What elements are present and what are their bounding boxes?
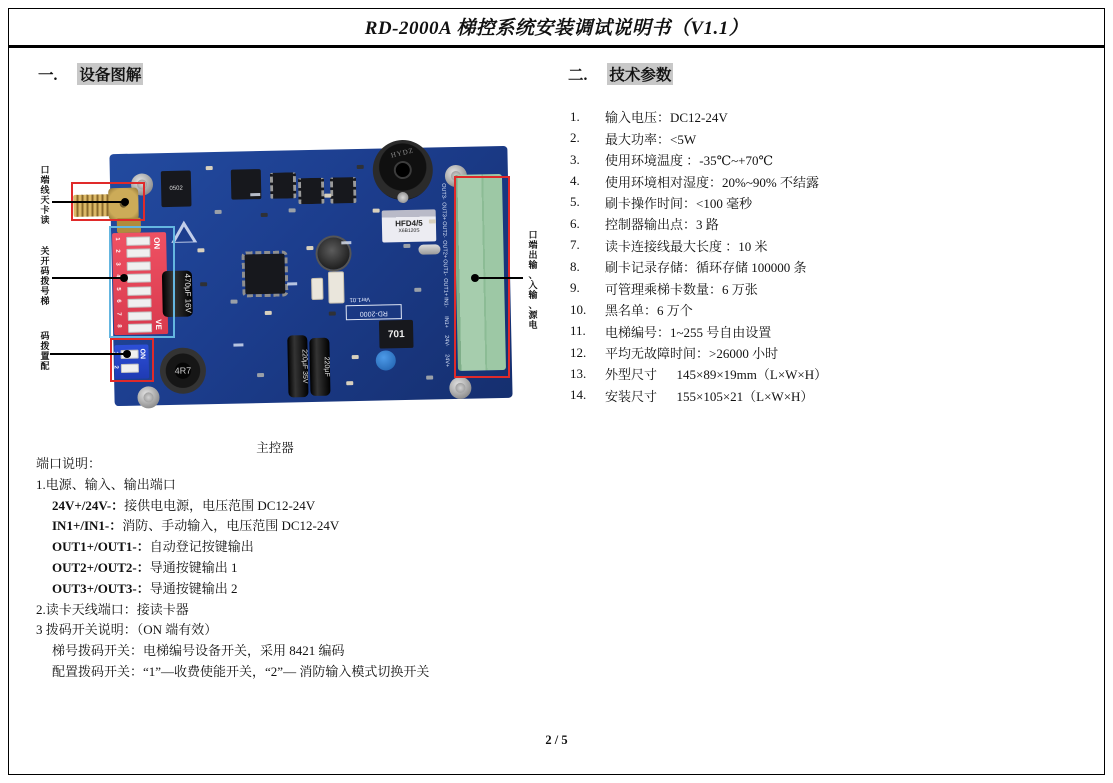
note-text: 2.读卡天线端口：接读卡器 — [36, 601, 189, 617]
smd-component — [403, 244, 410, 248]
tech-params-list — [570, 106, 1100, 406]
note-text: 消防、手动输入，电压范围 DC12-24V — [122, 518, 340, 534]
note-text: 导通按键输出 2 — [149, 580, 238, 596]
smd-component — [261, 213, 268, 217]
terminal-silkscreen: OUT3+ — [440, 202, 447, 221]
dip-on-label: ON — [152, 237, 162, 250]
note-line — [36, 475, 556, 496]
callout-dot — [120, 274, 128, 282]
smd-component — [215, 210, 222, 214]
port-name: OUT3+/OUT3-： — [52, 580, 150, 596]
item-number: 8. — [570, 258, 580, 274]
terminal-silkscreen: 24V+ — [443, 354, 450, 368]
terminal-silkscreen: 24V- — [443, 335, 450, 347]
note-line — [36, 516, 556, 537]
board-caption: 主控器 — [256, 441, 294, 455]
smd-component — [324, 194, 331, 198]
port-name: OUT1+/OUT1-： — [52, 539, 150, 555]
port-name: OUT2+/OUT2-： — [52, 559, 150, 575]
silkscreen-version: Ver1.01 — [349, 295, 371, 303]
tech-param-item — [570, 385, 1100, 406]
capacitor-220uf — [309, 338, 330, 396]
note-line — [36, 641, 556, 662]
callout-dot — [121, 198, 129, 206]
item-text: 平均无故障时间：>26000 小时 — [605, 346, 779, 362]
smd-component — [200, 282, 207, 286]
item-text: 刷卡操作时间：<100 毫秒 — [605, 195, 753, 211]
item-number: 13. — [570, 365, 587, 381]
tech-param-item — [570, 235, 1100, 256]
section-heading-specs — [568, 63, 673, 85]
item-number: 12. — [570, 344, 587, 360]
item-number: 10. — [570, 301, 587, 317]
component-label: 701 — [387, 328, 405, 340]
toroid-inductor — [159, 347, 206, 394]
label-dip8-switch: 梯 号 拨 码 开 关 — [40, 246, 50, 306]
tech-param-item — [570, 363, 1100, 384]
relay-model: HFD4/5 — [395, 218, 423, 229]
dip-number: 7 — [115, 312, 122, 316]
note-text: 梯号拨码开关：电梯编号设备开关，采用 8421 编码 — [52, 643, 345, 659]
inductor-label: 4R7 — [174, 365, 192, 376]
item-text: 安装尺寸 155×105×21（L×W×H） — [605, 388, 814, 404]
item-number: 11. — [570, 323, 586, 339]
silkscreen-mark — [250, 193, 260, 196]
screw — [449, 377, 471, 399]
smd-component — [426, 375, 433, 379]
terminal-silkscreen: OUT1+ — [442, 278, 449, 297]
item-number: 9. — [570, 280, 580, 296]
note-line — [36, 579, 556, 600]
terminal-silkscreen: OUT2- — [440, 221, 448, 238]
capacitor-label: 470μF — [182, 273, 193, 297]
silkscreen-model: RD-2000 — [346, 304, 402, 320]
capacitor-220uf — [287, 335, 308, 397]
callout-line — [52, 277, 124, 279]
dip-number: 6 — [115, 299, 122, 303]
callout-line — [479, 277, 523, 279]
tech-param-item — [570, 213, 1100, 234]
item-text: 电梯编号：1~255 号自由设置 — [605, 324, 772, 340]
dip-number: 8 — [115, 324, 122, 328]
silkscreen-mark — [287, 282, 297, 285]
relay — [382, 209, 437, 242]
tech-param-item — [570, 106, 1100, 127]
dip-on-label: ON — [138, 348, 146, 360]
callout-dot — [123, 350, 131, 358]
terminal-silkscreen: OUT2+ — [441, 240, 448, 259]
tech-param-item — [570, 342, 1100, 363]
jst-connector — [311, 278, 323, 300]
tech-param-item — [570, 127, 1100, 148]
note-text: 端口说明： — [36, 456, 102, 471]
component-label: 0502 — [169, 185, 183, 192]
smd-component — [206, 166, 213, 170]
note-text: 1.电源、输入、输出端口 — [36, 476, 176, 492]
soic-chip — [298, 178, 325, 205]
smd-component — [306, 246, 313, 250]
tech-param-item — [570, 170, 1100, 191]
silkscreen-mark — [341, 241, 351, 244]
inductor-701 — [379, 320, 414, 349]
smd-component — [373, 209, 380, 213]
page-number: 2 / 5 — [545, 733, 568, 747]
label-terminal-ports: 电 源 、 输 入 、 输 出 端 口 — [528, 230, 538, 330]
note-text: 3 拨码开关说明：（ON 端有效） — [36, 622, 218, 638]
item-text: 控制器输出点：3 路 — [605, 217, 719, 233]
buzzer-label: HYDZ — [390, 146, 415, 160]
callout-dot — [471, 274, 479, 282]
item-text: 使用环境温度 ：-35℃~+70℃ — [605, 153, 774, 169]
buzzer-hole — [396, 163, 410, 177]
label-dip2-switch: 配 置 拨 码 — [40, 331, 50, 371]
terminal-silkscreen: IN1+ — [442, 316, 450, 329]
capacitor-voltage: 16V — [183, 298, 193, 314]
capacitor-voltage: 35V — [300, 370, 309, 384]
note-line — [36, 558, 556, 579]
dip-number: 1 — [113, 237, 120, 241]
dip-number: 3 — [114, 262, 121, 266]
dip-ve-label: VE — [153, 319, 164, 331]
section-number: 二. — [568, 67, 588, 84]
label-antenna-port: 读 卡 天 线 端 口 — [40, 165, 50, 225]
callout-line — [50, 353, 127, 355]
note-text: 配置拨码开关：“1”—收费使能开关，“2”— 消防输入模式切换开关 — [52, 663, 430, 679]
buzzer-screw — [397, 192, 408, 203]
silkscreen-mark — [233, 343, 243, 346]
tech-param-item — [570, 299, 1100, 320]
tech-param-item — [570, 256, 1100, 277]
item-number: 4. — [570, 173, 580, 189]
item-text: 可管理乘梯卡数量：6 万张 — [605, 281, 758, 297]
component-0502 — [161, 170, 192, 207]
dip2-callout-box — [110, 338, 154, 382]
smd-component — [265, 311, 272, 315]
note-text: 接供电电源，电压范围 DC12-24V — [124, 497, 316, 513]
terminal-silkscreen: IN1- — [442, 297, 449, 308]
dip-number: 2 — [114, 249, 121, 253]
item-number: 1. — [570, 108, 580, 124]
item-text: 外型尺寸 145×89×19mm（L×W×H） — [605, 367, 828, 383]
item-text: 最大功率：<5W — [605, 131, 697, 147]
smd-component — [289, 208, 296, 212]
tech-param-item — [570, 278, 1100, 299]
smd-component — [230, 300, 237, 304]
capacitor-label: 220μF — [300, 348, 308, 370]
header-rule — [8, 45, 1105, 48]
item-text: 读卡连接线最大长度 ：10 米 — [605, 238, 768, 254]
note-line — [36, 662, 556, 683]
soic-chip — [270, 172, 297, 199]
dip-number: 2 — [112, 365, 119, 369]
section-title: 技术参数 — [607, 63, 673, 85]
note-line — [36, 454, 556, 475]
note-text: 导通按键输出 1 — [149, 559, 238, 575]
tech-param-item — [570, 149, 1100, 170]
mcu-chip — [245, 254, 286, 295]
item-text: 黑名单：6 万个 — [605, 303, 693, 319]
smd-component — [329, 311, 336, 315]
port-name: IN1+/IN1-： — [52, 518, 123, 534]
item-number: 2. — [570, 130, 580, 146]
page-title: RD-2000A 梯控系统安装调试说明书（V1.1） — [364, 18, 749, 39]
item-number: 7. — [570, 237, 580, 253]
capacitor-label: 220μF — [322, 356, 331, 377]
dip-number: 5 — [114, 287, 121, 291]
crystal — [418, 244, 440, 254]
silkscreen-triangle-inner — [175, 226, 193, 241]
smd-component — [352, 355, 359, 359]
blue-capacitor — [376, 350, 396, 370]
callout-line — [52, 201, 125, 203]
note-line — [36, 496, 556, 517]
smd-component — [197, 248, 204, 252]
smd-component — [429, 219, 436, 223]
terminal-silkscreen: OUT3- — [440, 183, 447, 200]
item-number: 14. — [570, 387, 587, 403]
section-number: 一. — [38, 67, 58, 84]
item-number: 6. — [570, 215, 580, 231]
smd-component — [257, 373, 264, 377]
tech-param-item — [570, 320, 1100, 341]
port-name: 24V+/24V-： — [52, 497, 125, 513]
note-text: 自动登记按键输出 — [149, 539, 254, 555]
smd-component — [414, 288, 421, 292]
item-text: 使用环境相对湿度：20%~90% 不结露 — [605, 174, 819, 190]
note-line — [36, 620, 556, 641]
port-notes — [36, 454, 556, 683]
dip8-callout-box — [109, 226, 175, 338]
terminal-silkscreen: OUT1- — [441, 259, 449, 276]
soic-chip — [330, 177, 357, 204]
note-line — [36, 537, 556, 558]
item-text: 输入电压：DC12-24V — [605, 110, 728, 126]
smd-component — [357, 165, 364, 169]
item-number: 3. — [570, 151, 580, 167]
tech-param-item — [570, 192, 1100, 213]
section-title: 设备图解 — [77, 63, 143, 85]
jst-connector — [328, 271, 345, 303]
item-number: 5. — [570, 194, 580, 210]
section-heading-device — [38, 63, 143, 85]
smd-component — [346, 381, 353, 385]
note-line — [36, 600, 556, 621]
item-text: 刷卡记录存储：循环存储 100000 条 — [605, 260, 807, 276]
relay-code: X6B120S — [398, 227, 420, 235]
